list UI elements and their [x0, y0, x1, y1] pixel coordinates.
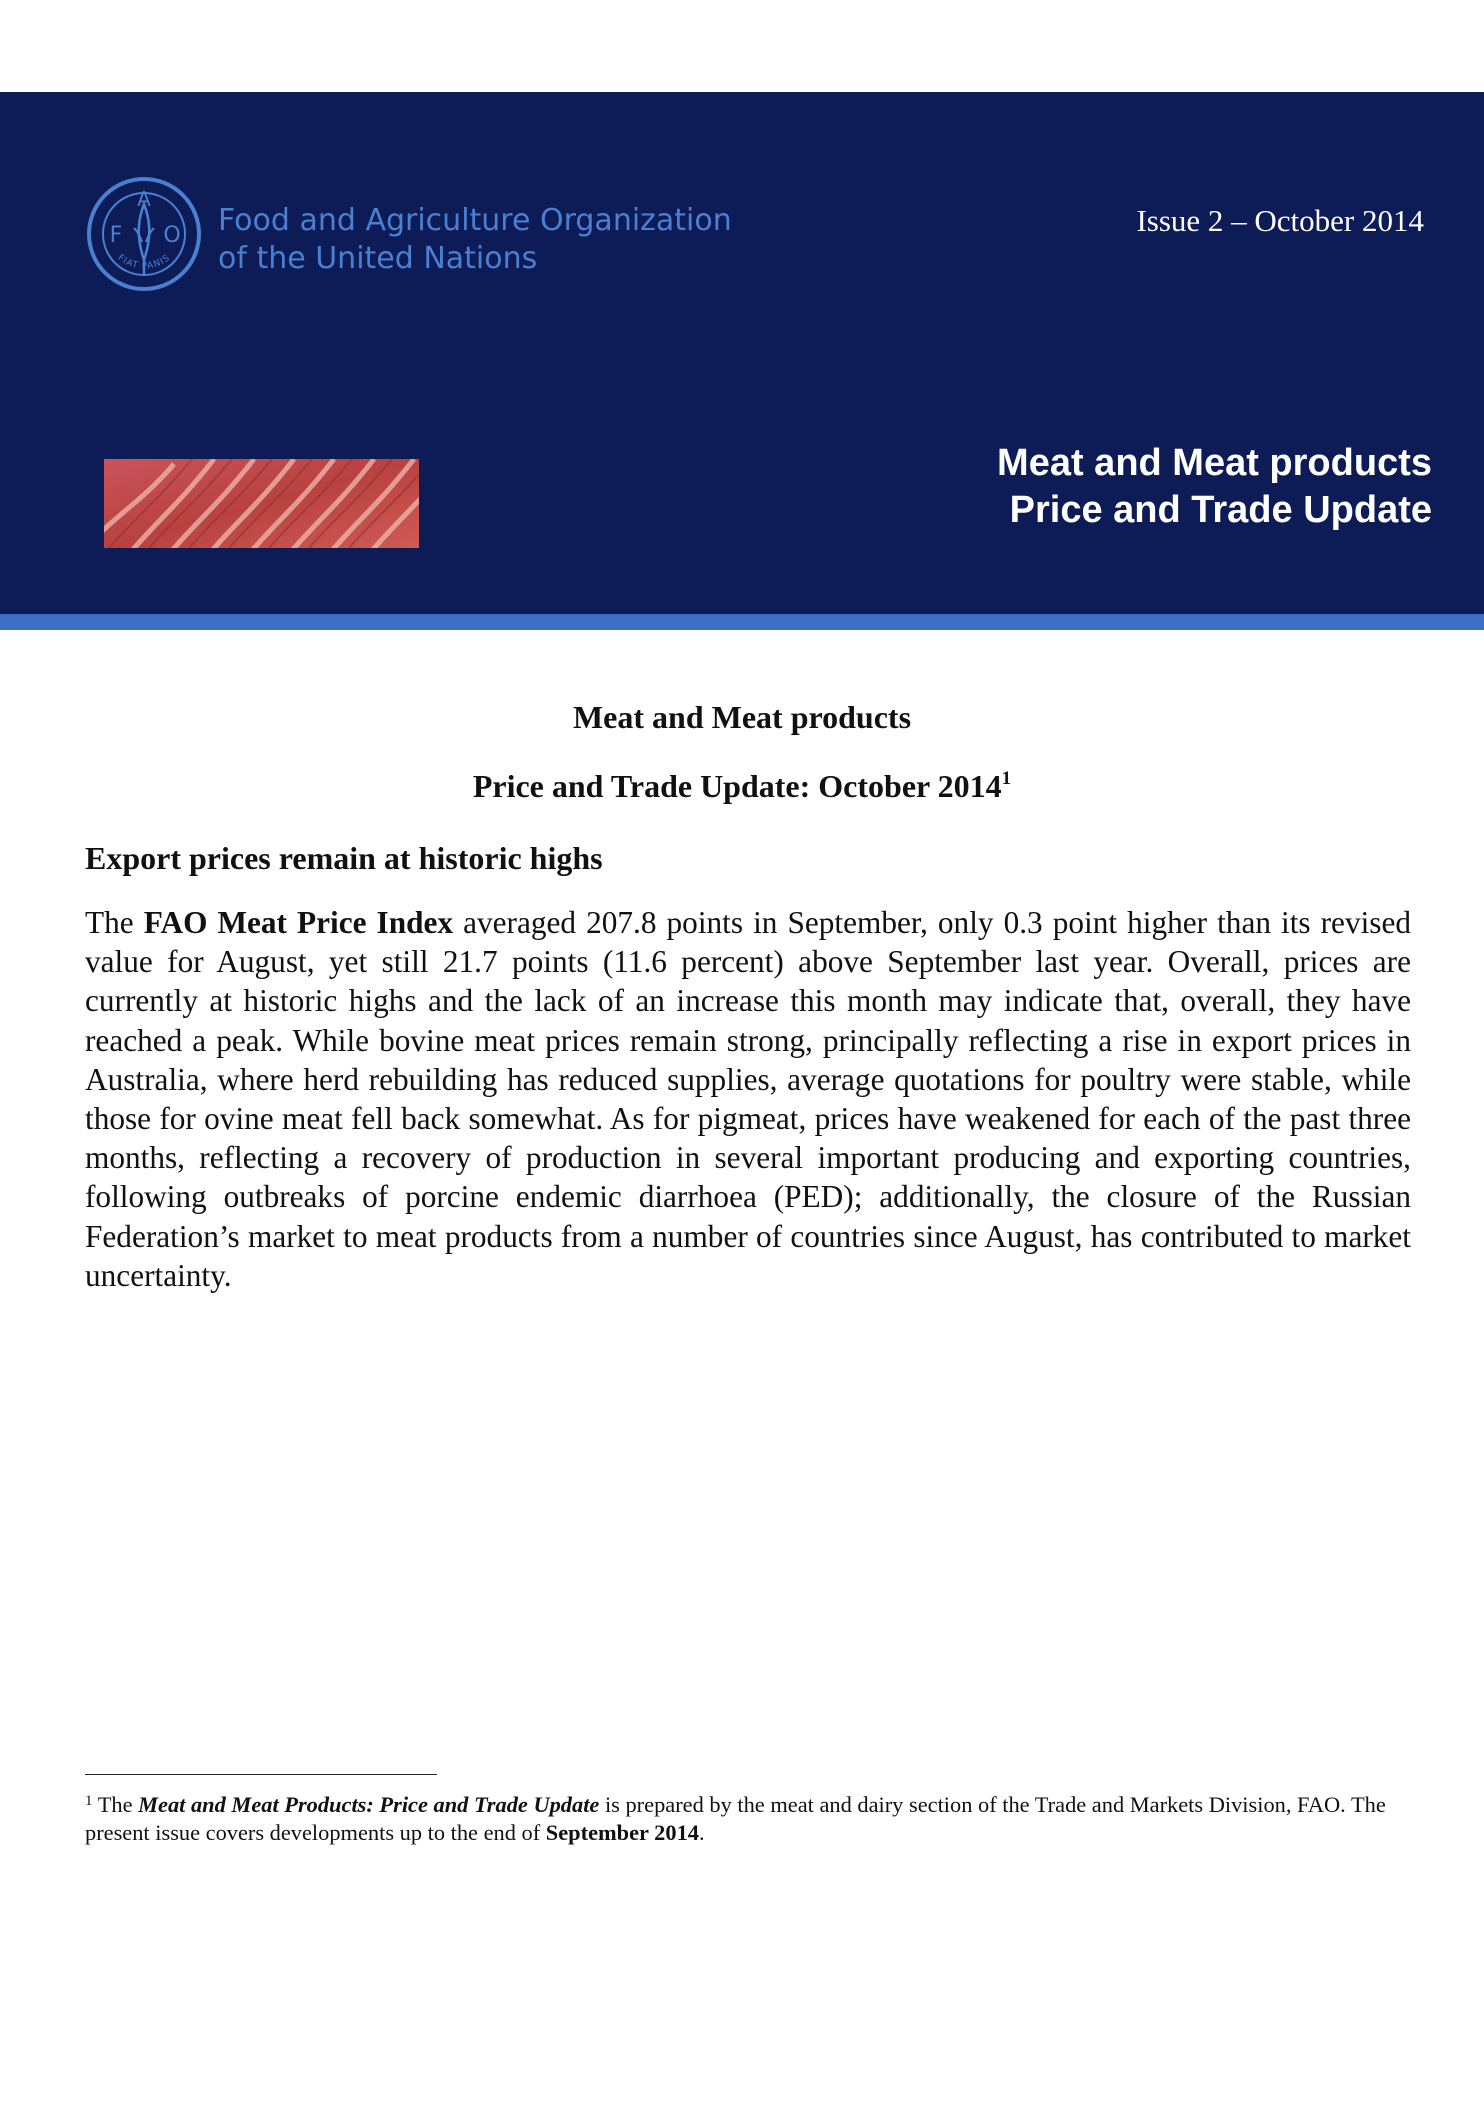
header-stripe: [0, 614, 1484, 630]
org-name: [218, 202, 732, 278]
paragraph-intro: The: [85, 905, 144, 940]
footnote-divider: [85, 1774, 437, 1775]
banner-title-line1: Meat and Meat products: [997, 442, 1432, 484]
footnote-marker: 1: [85, 1793, 93, 1809]
logo-motto: FIAT PANIS: [115, 252, 173, 272]
banner-title-line2: Price and Trade Update: [1009, 489, 1432, 531]
footnote-end: .: [698, 1820, 705, 1845]
footnote: [85, 1787, 1411, 1847]
title-footnote-marker: 1: [1001, 768, 1012, 789]
body-paragraph: [85, 903, 1411, 1295]
footnote-publication-title: Meat and Meat Products: Price and Trade Update: [138, 1792, 600, 1817]
banner-title: [997, 440, 1432, 534]
document-subtitle: [0, 768, 1484, 805]
paragraph-body: averaged 207.8 points in September, only 0.3 point higher than its revised value for August, yet still 21.7 points (11.6 percent) above September last year. Overall, prices are currently at historic highs and the lack of an increase this month may indicate that, overall, they have reached a peak. While bovine meat prices remain strong, principally reflecting a rise in export prices in Australia, where herd rebuilding has reduced supplies, average quotations for poultry were stable, while those for ovine meat fell back somewhat. As for pigmeat, prices have weakened for each of the past three months, reflecting a recovery of production in several important producing and exporting countries, following outbreaks of porcine endemic diarrhoea (PED); additionally, the closure of the Russian Federation’s market to meat products from a number of countries since August, has contributed to market uncertainty.: [85, 905, 1412, 1293]
section-heading: Export prices remain at historic highs: [85, 840, 603, 876]
logo-letter-o: O: [163, 223, 181, 248]
footnote-date: September 2014: [545, 1820, 699, 1845]
meat-photo: [104, 459, 419, 548]
issue-label: Issue 2 – October 2014: [1136, 203, 1424, 238]
document-title: Meat and Meat products: [572, 699, 912, 735]
footnote-body: is prepared by the meat and dairy section of the Trade and Markets Division, FAO. The present issue covers developments up to the end of: [85, 1792, 1386, 1845]
footnote-intro: The: [92, 1792, 139, 1817]
logo-letter-a: A: [137, 187, 151, 211]
paragraph-index-name: FAO Meat Price Index: [143, 905, 454, 940]
document-subtitle-text: Price and Trade Update: October 2014: [472, 768, 1002, 804]
fao-logo-icon: [86, 176, 202, 292]
org-name-line1: Food and Agriculture Organization: [218, 203, 732, 238]
logo-letter-f: F: [109, 223, 123, 248]
org-name-line2: of the United Nations: [218, 241, 538, 276]
